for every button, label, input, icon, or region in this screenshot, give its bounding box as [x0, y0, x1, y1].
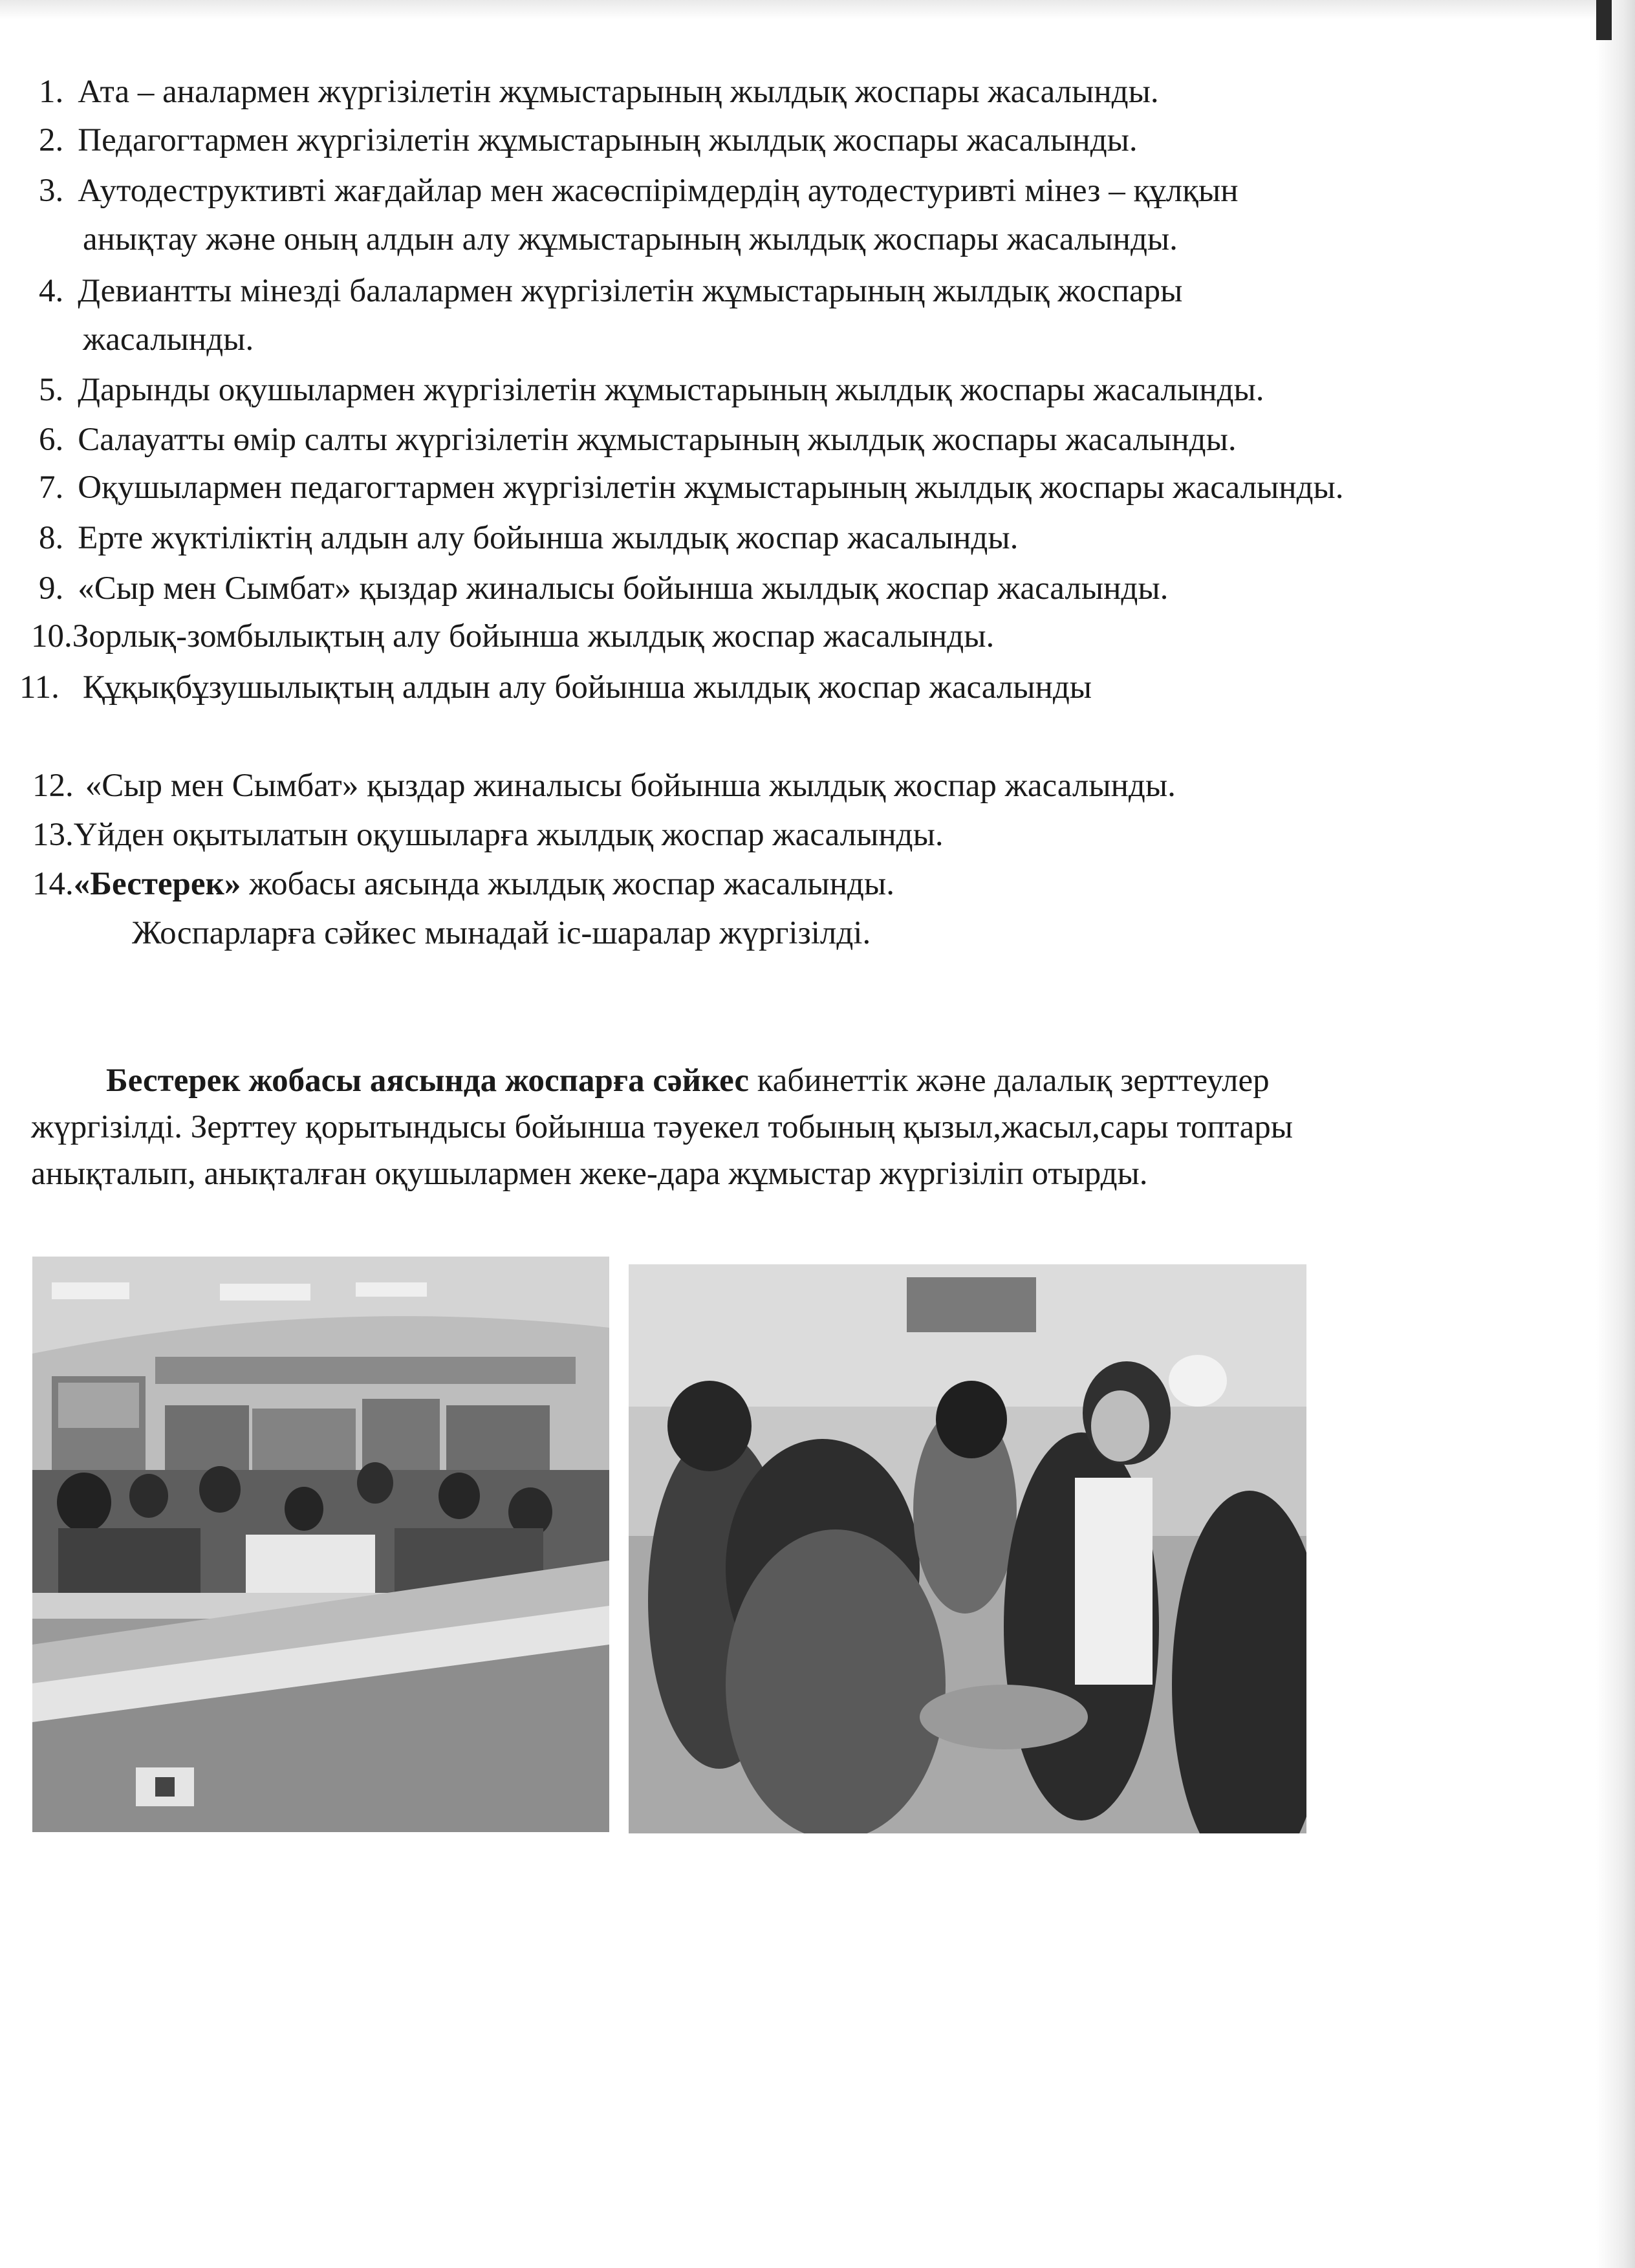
list-number: 9.: [39, 570, 64, 607]
paragraph-bold-lead: Бестерек жобасы аясында жоспарға сәйкес: [106, 1063, 750, 1099]
scan-edge-right: [1596, 0, 1635, 2268]
list-item: [39, 117, 1138, 164]
list-item: [31, 613, 994, 660]
list-number: 14.: [32, 866, 74, 902]
list-number: 7.: [39, 470, 64, 506]
list-text: Зорлық-зомбылықтың алу бойынша жылдық жоспар жасалынды.: [72, 618, 995, 654]
list-number: 1.: [39, 74, 64, 110]
list-text: Құқықбұзушылықтың алдын алу бойынша жылдық жоспар жасалынды: [82, 669, 1092, 706]
paragraph-line3: анықталып, анықталған оқушылармен жеке-дара жұмыстар жүргізіліп отырды.: [31, 1156, 1148, 1192]
list-item: [39, 515, 1018, 561]
list-item: [39, 268, 1182, 314]
list-text: Девиантты мінезді балалармен жүргізілетін жұмыстарының жылдық жоспары: [78, 273, 1183, 309]
plans-note: Жоспарларға сәйкес мынадай іс-шаралар жүргізілді.: [132, 915, 871, 951]
list-number: 11.: [19, 669, 60, 706]
list-number: 8.: [39, 520, 64, 556]
paragraph-line1: кабинеттік және далалық зерттеулер: [749, 1063, 1270, 1099]
list-text: Аутодеструктивті жағдайлар мен жасөспірімдердің аутодестуривті мінез – құлқын: [78, 173, 1239, 209]
list-item: [39, 69, 1159, 115]
list-item: [39, 367, 1264, 413]
project-name: «Бестерек»: [73, 866, 241, 902]
list-number: 3.: [39, 173, 64, 209]
list-number: 6.: [39, 422, 64, 458]
list-item: [39, 167, 1239, 214]
list-number: 2.: [39, 122, 64, 158]
list-text: Үйден оқытылатын оқушыларға жылдық жоспар жасалынды.: [73, 817, 944, 853]
scan-edge-top: [0, 0, 1635, 19]
list-item: [39, 464, 1344, 511]
list-item-continuation: жасалынды.: [83, 321, 254, 358]
summary-paragraph: [31, 1057, 1519, 1197]
list-text: Дарынды оқушылармен жүргізілетін жұмыстарының жылдық жоспары жасалынды.: [78, 372, 1264, 408]
list-text: «Сыр мен Сымбат» қыздар жиналысы бойынша жылдық жоспар жасалынды.: [85, 768, 1176, 804]
list-text: Педагогтармен жүргізілетін жұмыстарының жылдық жоспары жасалынды.: [78, 122, 1138, 158]
classroom-photo: [32, 1257, 609, 1832]
list-number: 13.: [32, 817, 74, 853]
list-text: Салауатты өмір салты жүргізілетін жұмыстарының жылдық жоспары жасалынды.: [78, 422, 1237, 458]
list-text: «Сыр мен Сымбат» қыздар жиналысы бойынша жылдық жоспар жасалынды.: [78, 570, 1169, 607]
students-activity-photo: [629, 1264, 1306, 1833]
list-item: [39, 565, 1168, 612]
list-item: [32, 762, 1176, 809]
paragraph-line2: жүргізілді. Зерттеу қорытындысы бойынша тәуекел тобының қызыл,жасыл,сары топтары: [31, 1109, 1294, 1145]
list-number: 12.: [32, 768, 74, 804]
list-text: Ерте жүктіліктің алдын алу бойынша жылдық жоспар жасалынды.: [78, 520, 1019, 556]
list-number: 4.: [39, 273, 64, 309]
list-text: жобасы аясында жылдық жоспар жасалынды.: [241, 866, 894, 902]
list-item: [39, 416, 1237, 463]
list-text: Оқушылармен педагогтармен жүргізілетін жұмыстарының жылдық жоспары жасалынды.: [78, 470, 1344, 506]
list-text: Ата – аналармен жүргізілетін жұмыстарының жылдық жоспары жасалынды.: [78, 74, 1159, 110]
list-number: 10.: [31, 618, 72, 654]
scan-mark: [1596, 0, 1612, 40]
list-item: [32, 861, 894, 907]
list-item: [32, 812, 944, 858]
list-item: [19, 664, 1092, 711]
list-number: 5.: [39, 372, 64, 408]
list-item-continuation: анықтау және оның алдын алу жұмыстарының жылдық жоспары жасалынды.: [83, 221, 1178, 257]
